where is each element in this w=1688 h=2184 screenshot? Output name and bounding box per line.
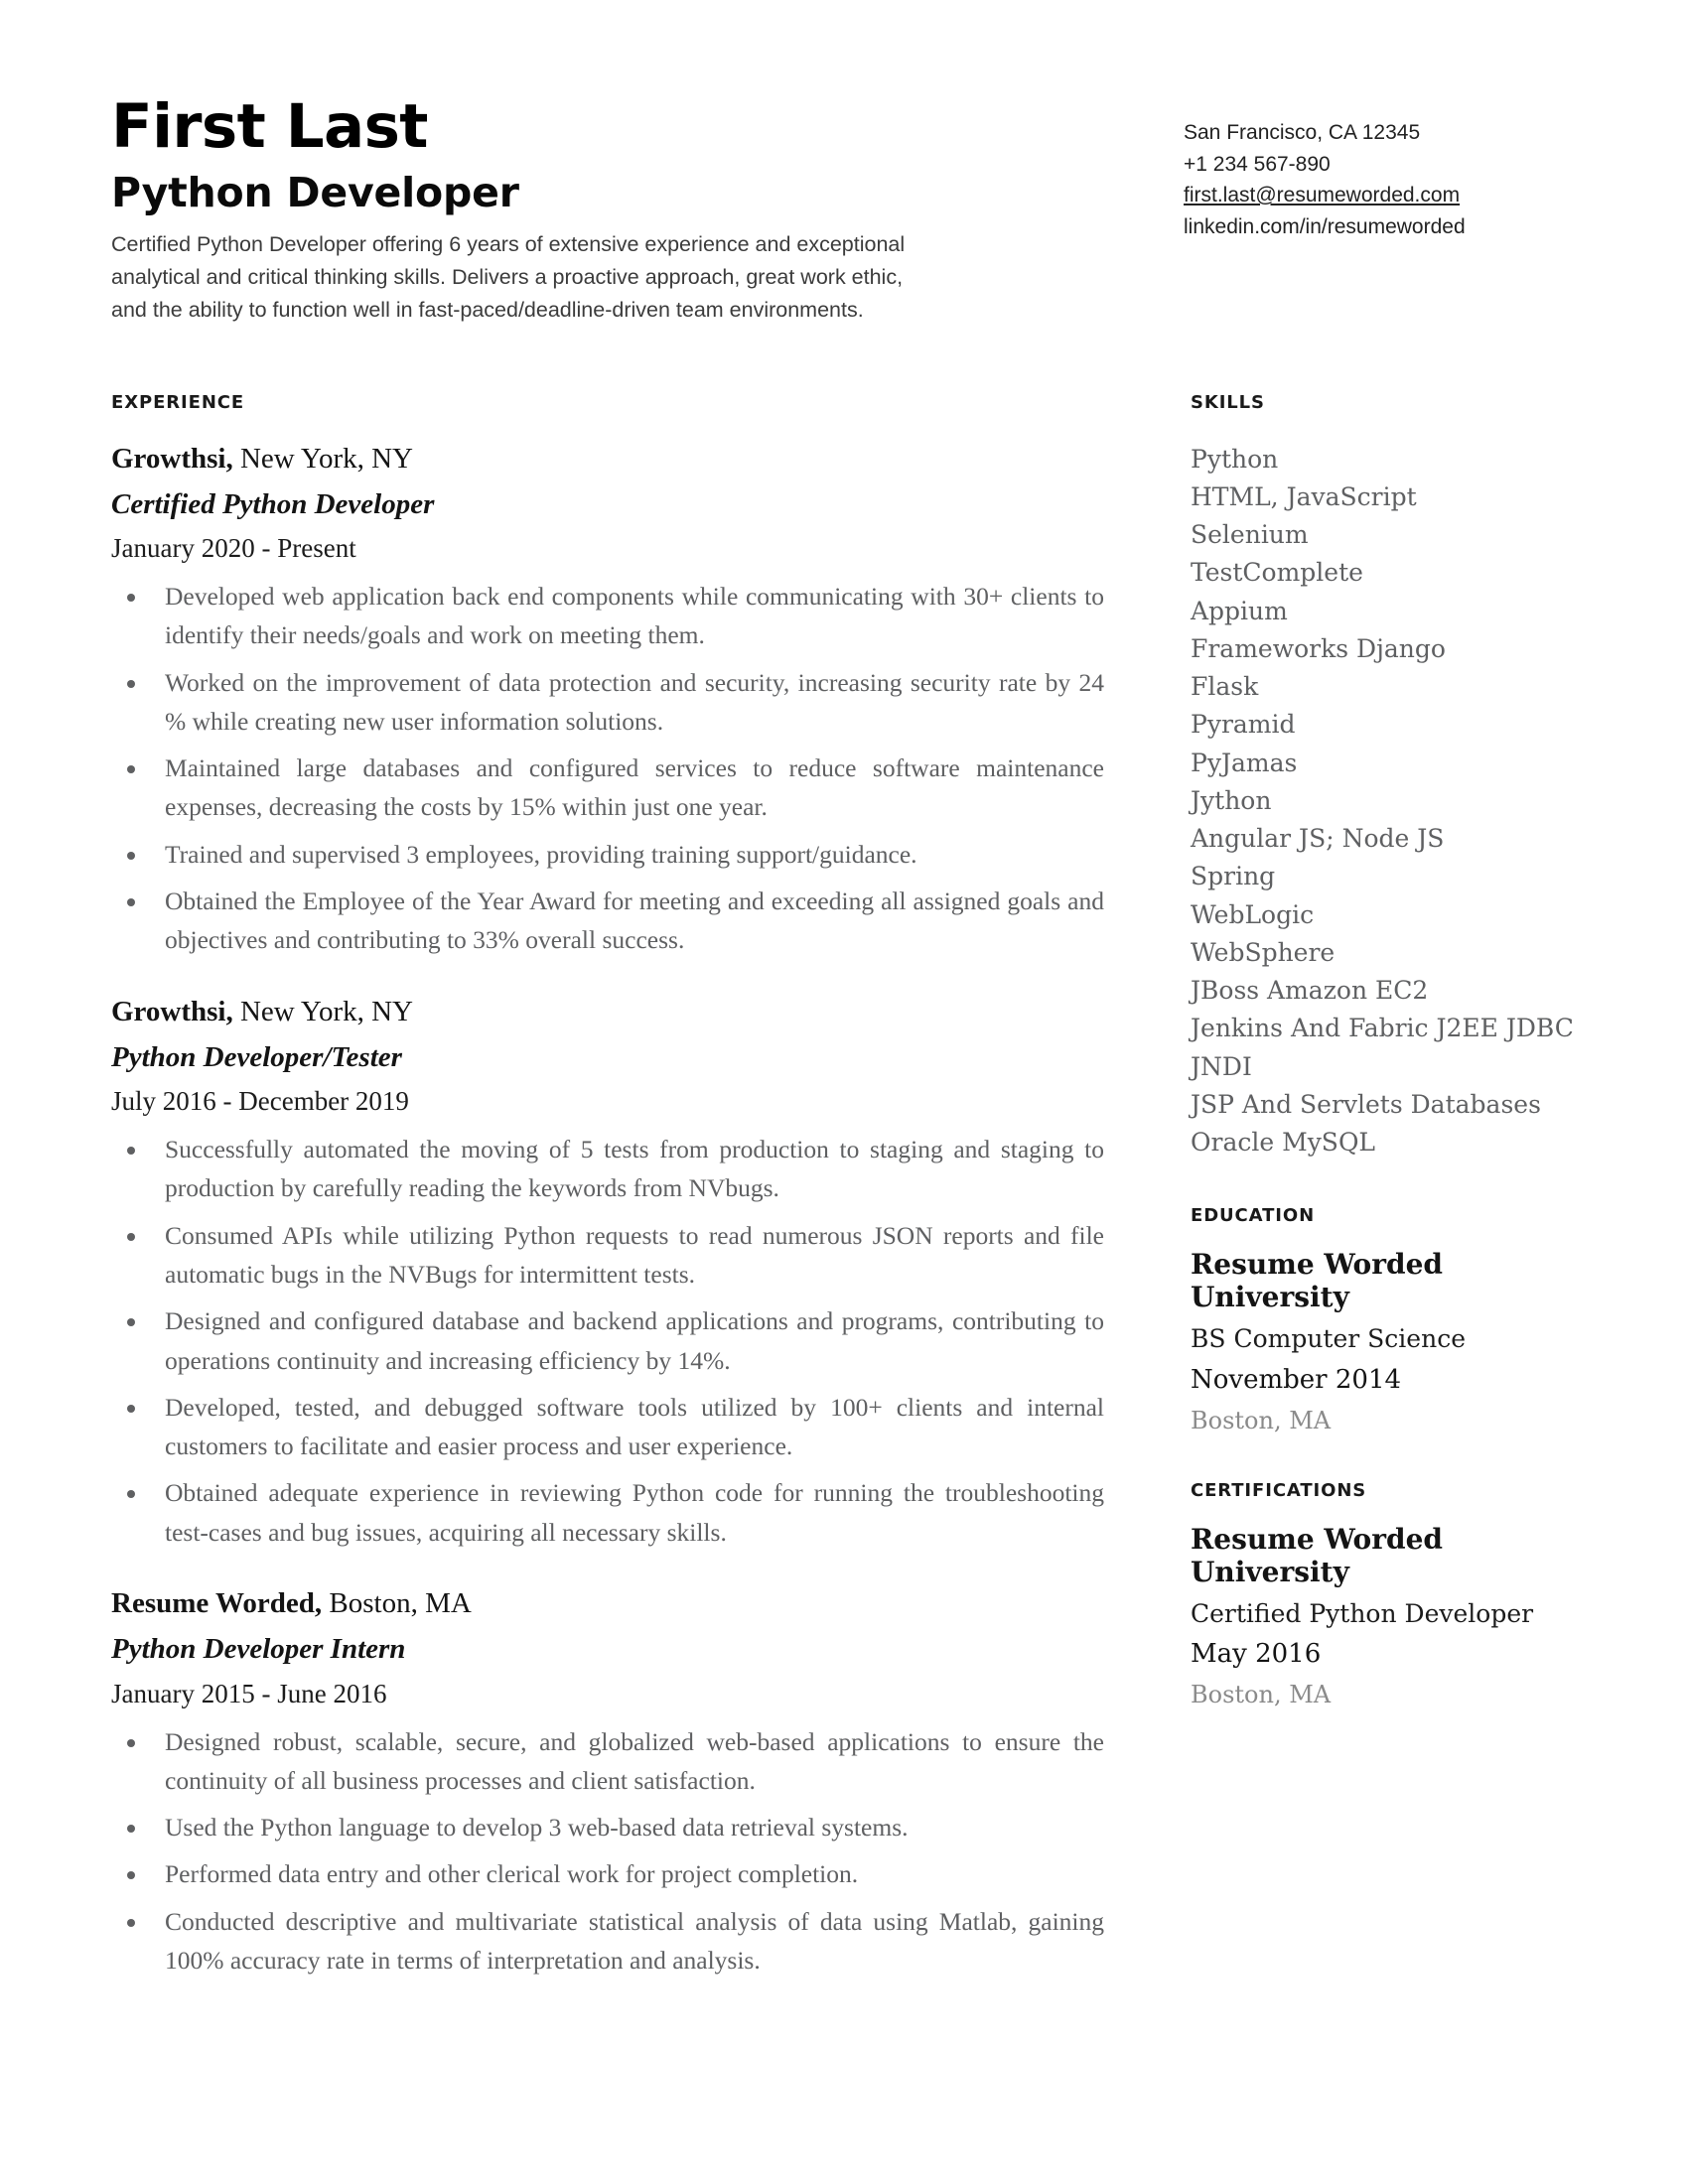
job-bullet: Designed and configured database and backend applications and programs, contributing to operations continuity and increasing efficiency by 14%. (111, 1301, 1104, 1380)
main-column (111, 392, 1104, 1980)
education-school: Resume Worded University (1191, 1248, 1443, 1314)
section-heading-education: EDUCATION (1191, 1205, 1316, 1227)
section-heading-skills: SKILLS (1191, 391, 1265, 413)
contact-location: San Francisco, CA 12345 (1184, 121, 1421, 144)
section-heading-experience: EXPERIENCE (111, 391, 245, 413)
job-bullet: Developed web application back end components while communicating with 30+ clients to identify their needs/goals and work on meeting them. (111, 577, 1104, 655)
skill-item: Python (1191, 444, 1279, 474)
candidate-name: First Last (111, 91, 428, 162)
job-company-name: Growthsi, (111, 442, 233, 475)
job-bullet: Conducted descriptive and multivariate statistical analysis of data using Matlab, gaining 100% accuracy rate in terms of interpretation and analysis. (111, 1902, 1104, 1980)
job-company-name: Growthsi, (111, 995, 233, 1027)
skills-section (1191, 391, 1574, 1162)
professional-summary (111, 228, 1084, 326)
skill-item: Flask (1191, 672, 1259, 701)
job-bullet-list (111, 577, 1104, 959)
skill-item: Selenium (1191, 520, 1309, 549)
certification-date: May 2016 (1191, 1639, 1322, 1670)
job-role: Certified Python Developer (111, 487, 435, 520)
skill-item: Oracle MySQL (1191, 1128, 1376, 1157)
skill-item: JBoss Amazon EC2 (1191, 976, 1429, 1005)
job-bullet: Obtained the Employee of the Year Award for meeting and exceeding all assigned goals and objectives and contributing to 33% overall success. (111, 882, 1104, 960)
contact-phone[interactable]: +1 234 567-890 (1184, 152, 1331, 176)
job-bullet: Obtained adequate experience in reviewing Python code for running the troubleshooting test-cases and bug issues, acquiring all necessary skills. (111, 1473, 1104, 1552)
side-column (1191, 391, 1574, 1980)
job-location: New York, NY (232, 442, 413, 475)
contact-linkedin-link[interactable]: linkedin.com/in/resumeworded (1184, 214, 1466, 238)
skill-item: WebSphere (1191, 937, 1336, 967)
skill-item: JSP And Servlets Databases (1191, 1089, 1541, 1119)
job-bullet: Consumed APIs while utilizing Python requests to read numerous JSON reports and file automatic bugs in the NVBugs for intermittent tests. (111, 1216, 1104, 1295)
experience-entry (111, 441, 1104, 960)
job-dates: January 2015 - June 2016 (111, 1678, 387, 1708)
skill-item: TestComplete (1191, 558, 1363, 588)
summary-line: and the ability to function well in fast-paced/deadline-driven team environments. (111, 297, 864, 322)
job-bullet: Successfully automated the moving of 5 tests from production to staging and staging to production by carefully reading the keywords from NVbugs. (111, 1130, 1104, 1208)
contact-email-link[interactable]: first.last@resumeworded.com (1184, 184, 1461, 206)
education-date: November 2014 (1191, 1364, 1402, 1395)
contact-block (1184, 95, 1571, 242)
job-dates: July 2016 - December 2019 (111, 1086, 409, 1117)
section-heading-certifications: CERTIFICATIONS (1191, 1479, 1367, 1501)
summary-line: analytical and critical thinking skills. Delivers a proactive approach, great work ethic, (111, 265, 904, 290)
job-company-name: Resume Worded, (111, 1586, 323, 1619)
header-identity (111, 91, 1104, 327)
skill-item: Jython (1191, 785, 1272, 815)
job-bullet: Worked on the improvement of data protection and security, increasing security rate by 24 % while creating new user information solutions. (111, 663, 1104, 742)
skill-item: HTML, JavaScript (1191, 481, 1417, 511)
skill-item: PyJamas (1191, 748, 1298, 777)
skill-item: WebLogic (1191, 899, 1315, 929)
job-company-line (111, 1585, 1104, 1622)
skill-item: Jenkins And Fabric J2EE JDBC (1191, 1014, 1574, 1043)
job-bullet: Designed robust, scalable, secure, and globalized web-based applications to ensure the continuity of all business processes and client satisfaction. (111, 1722, 1104, 1801)
experience-entry (111, 1585, 1104, 1979)
job-location: Boston, MA (322, 1586, 472, 1619)
skill-item: JNDI (1191, 1051, 1252, 1081)
job-role: Python Developer/Tester (111, 1040, 402, 1073)
skill-item: Angular JS; Node JS (1191, 824, 1445, 853)
job-bullet-list (111, 1722, 1104, 1980)
summary-line: Certified Python Developer offering 6 years of extensive experience and exceptional (111, 232, 906, 257)
job-bullet: Maintained large databases and configured services to reduce software maintenance expenses, decreasing the costs by 15% within just one year. (111, 749, 1104, 827)
certifications-section (1191, 1480, 1568, 1711)
experience-entry (111, 994, 1104, 1552)
job-bullet: Developed, tested, and debugged software tools utilized by 100+ clients and internal customers to facilitate and easier process and user experience. (111, 1388, 1104, 1466)
resume-body (111, 391, 1574, 1980)
skill-item: Pyramid (1191, 710, 1296, 740)
certification-school: Resume Worded University (1191, 1522, 1443, 1588)
skills-list (1191, 441, 1574, 1162)
job-location: New York, NY (232, 995, 413, 1027)
skill-item: Spring (1191, 862, 1276, 891)
job-company-line (111, 441, 1104, 478)
resume-header (111, 91, 1571, 327)
certification-credential: Certified Python Developer (1191, 1598, 1534, 1628)
job-role: Python Developer Intern (111, 1632, 406, 1665)
job-bullet: Trained and supervised 3 employees, providing training support/guidance. (111, 835, 1104, 874)
education-degree: BS Computer Science (1191, 1324, 1466, 1354)
candidate-title: Python Developer (111, 169, 519, 217)
education-location: Boston, MA (1191, 1406, 1332, 1434)
skill-item: Appium (1191, 596, 1288, 625)
job-company-line (111, 994, 1104, 1030)
education-section (1191, 1205, 1568, 1436)
job-dates: January 2020 - Present (111, 533, 356, 564)
job-bullet: Performed data entry and other clerical work for project completion. (111, 1854, 1104, 1893)
job-bullet-list (111, 1130, 1104, 1552)
job-bullet: Used the Python language to develop 3 web-based data retrieval systems. (111, 1808, 1104, 1846)
certification-location: Boston, MA (1191, 1681, 1332, 1709)
skill-item: Frameworks Django (1191, 633, 1446, 663)
